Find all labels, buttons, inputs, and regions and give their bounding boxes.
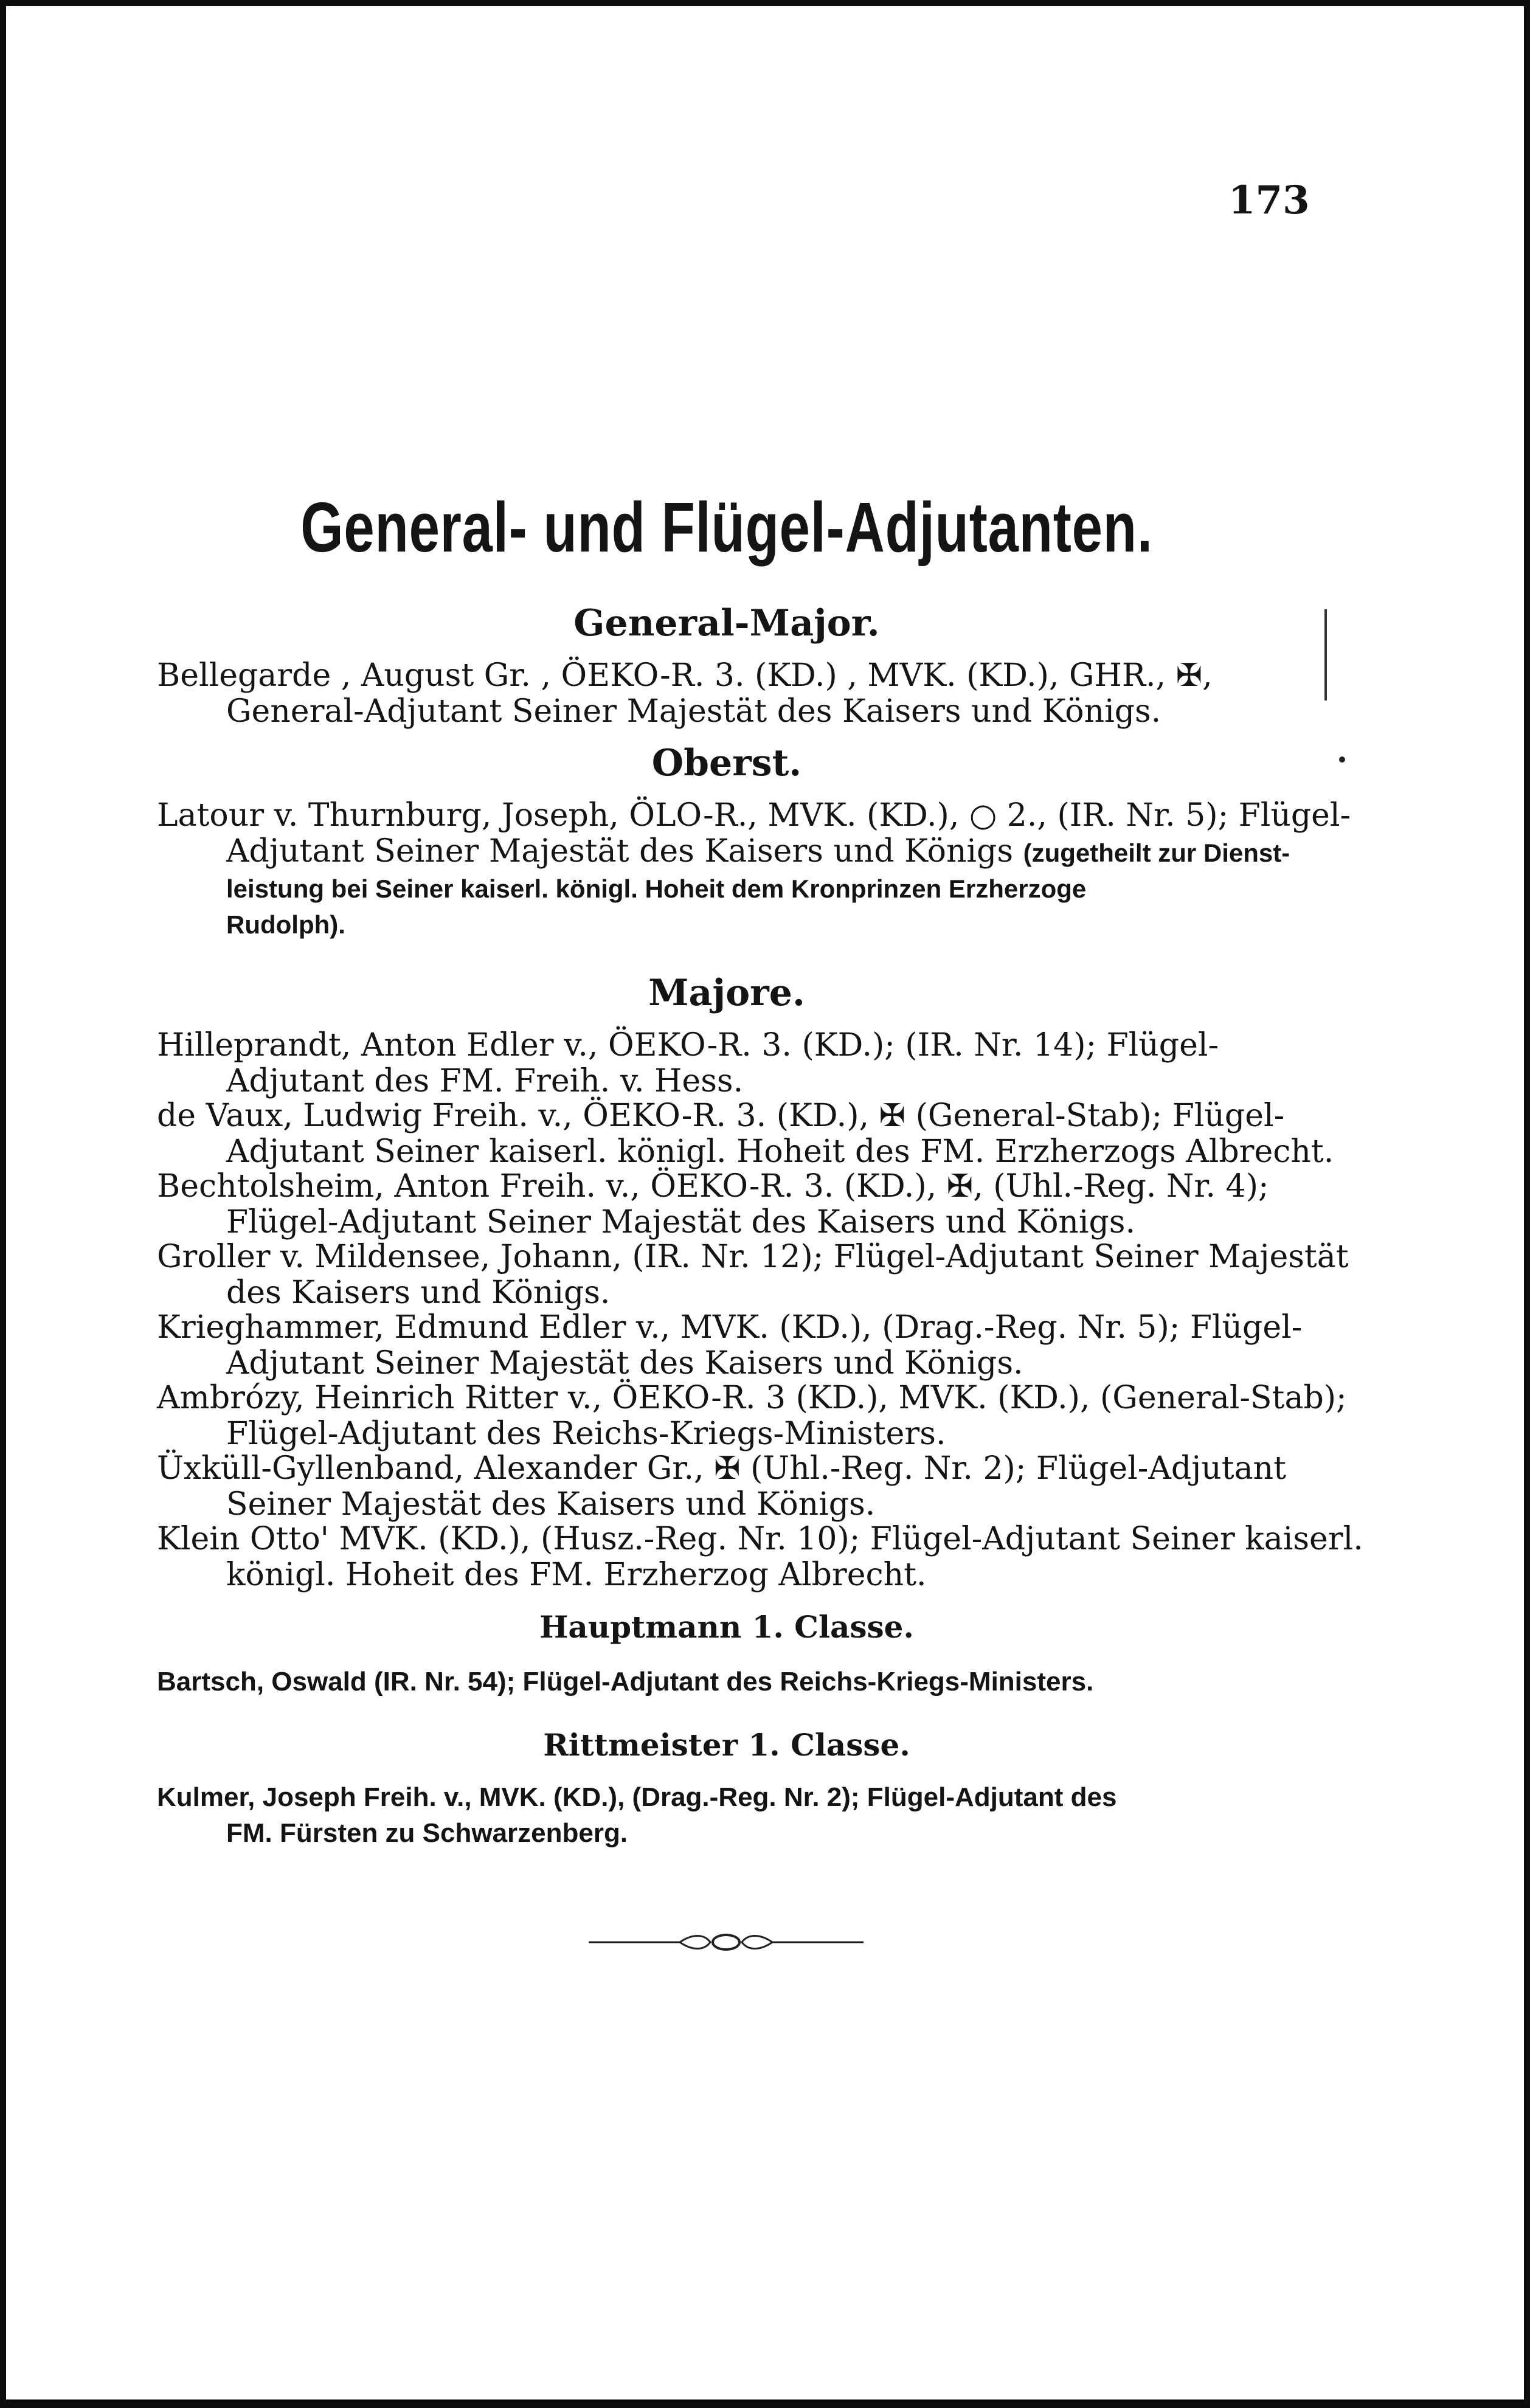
section-heading-oberst: Oberst. [651, 742, 802, 784]
entry-line: Flügel-Adjutant Seiner Majestät des Kaisers und Königs. [226, 1204, 1136, 1240]
entry-bechtolsheim [157, 1169, 1288, 1240]
entry-line: Flügel-Adjutant des Reichs-Kriegs-Ministers. [226, 1416, 946, 1452]
page-title: General- und Flügel-Adjutanten. [300, 488, 1153, 567]
entry-kulmer [157, 1779, 1288, 1851]
entry-line: Seiner Majestät des Kaisers und Königs. [226, 1486, 876, 1523]
entry-hilleprandt [157, 1028, 1288, 1099]
entry-line-text: Adjutant Seiner Majestät des Kaisers und Königs [226, 833, 1014, 870]
section-heading-hauptmann: Hauptmann 1. Classe. [539, 1609, 914, 1645]
entry-line: Üxküll-Gyllenband, Alexander Gr., ✠ (Uhl.-Reg. Nr. 2); Flügel-Adjutant [157, 1450, 1287, 1487]
entry-line: des Kaisers und Königs. [226, 1275, 611, 1311]
entry-de-vaux [157, 1098, 1334, 1170]
margin-rule [1324, 609, 1327, 701]
entry-line: Kulmer, Joseph Freih. v., MVK. (KD.), (Drag.-Reg. Nr. 2); Flügel-Adjutant des [157, 1782, 1117, 1812]
entry-line: königl. Hoheit des FM. Erzherzog Albrecht. [226, 1557, 927, 1593]
entry-line: Klein Otto' MVK. (KD.), (Husz.-Reg. Nr. 10); Flügel-Adjutant Seiner kaiserl. [157, 1521, 1363, 1557]
entry-line: FM. Fürsten zu Schwarzenberg. [226, 1818, 628, 1848]
entry-ambrozy [157, 1380, 1347, 1452]
entry-line: Bechtolsheim, Anton Freih. v., ÖEKO-R. 3. (KD.), ✠, (Uhl.-Reg. Nr. 4); [157, 1168, 1269, 1205]
entry-line: General-Adjutant Seiner Majestät des Kaisers und Königs. [226, 693, 1161, 730]
entry-line: de Vaux, Ludwig Freih. v., ÖEKO-R. 3. (KD.), ✠ (General-Stab); Flügel- [157, 1098, 1285, 1134]
entry-line: Groller v. Mildensee, Johann, (IR. Nr. 12); Flügel-Adjutant Seiner Majestät [157, 1239, 1349, 1275]
entry-line: Adjutant des FM. Freih. v. Hess. [226, 1063, 744, 1099]
section-heading-rittmeister: Rittmeister 1. Classe. [543, 1727, 910, 1763]
entry-krieghammer [157, 1309, 1303, 1382]
entry-line: Rudolph). [226, 910, 345, 939]
entry-line: Adjutant Seiner Majestät des Kaisers und Königs. [226, 1345, 1023, 1382]
stray-dot [1339, 756, 1345, 763]
entry-bellegarde [157, 658, 1288, 730]
entry-latour [157, 797, 1351, 943]
entry-line: Latour v. Thurnburg, Joseph, ÖLO-R., MVK. (KD.), ○ 2., (IR. Nr. 5); Flügel- [157, 797, 1351, 834]
entry-uexkuell [157, 1451, 1288, 1523]
entry-line: Krieghammer, Edmund Edler v., MVK. (KD.), (Drag.-Reg. Nr. 5); Flügel- [157, 1309, 1303, 1346]
page-number: 173 [1228, 178, 1310, 223]
ornament-divider-icon [589, 1931, 864, 1953]
entry-line: Ambrózy, Heinrich Ritter v., ÖEKO-R. 3 (KD.), MVK. (KD.), (General-Stab); [157, 1380, 1347, 1416]
entry-line [157, 834, 1288, 871]
entry-klein [157, 1521, 1363, 1593]
entry-line: leistung bei Seiner kaiserl. königl. Hoheit dem Kronprinzen Erzherzoge [226, 874, 1087, 903]
entry-line-note: (zugetheilt zur Dienst- [1023, 839, 1290, 867]
entry-line: Bellegarde , August Gr. , ÖEKO-R. 3. (KD.) , MVK. (KD.), GHR., ✠, [157, 657, 1213, 694]
entry-line: Adjutant Seiner kaiserl. königl. Hoheit des FM. Erzherzogs Albrecht. [226, 1133, 1334, 1170]
entry-line: Bartsch, Oswald (IR. Nr. 54); Flügel-Adjutant des Reichs-Kriegs-Ministers. [157, 1667, 1094, 1697]
entry-line: Hilleprandt, Anton Edler v., ÖEKO-R. 3. (KD.); (IR. Nr. 14); Flügel- [157, 1027, 1219, 1064]
entry-bartsch [157, 1664, 1288, 1700]
section-heading-majore: Majore. [648, 972, 805, 1014]
entry-groller [157, 1239, 1349, 1311]
section-heading-general-major: General-Major. [573, 602, 880, 645]
